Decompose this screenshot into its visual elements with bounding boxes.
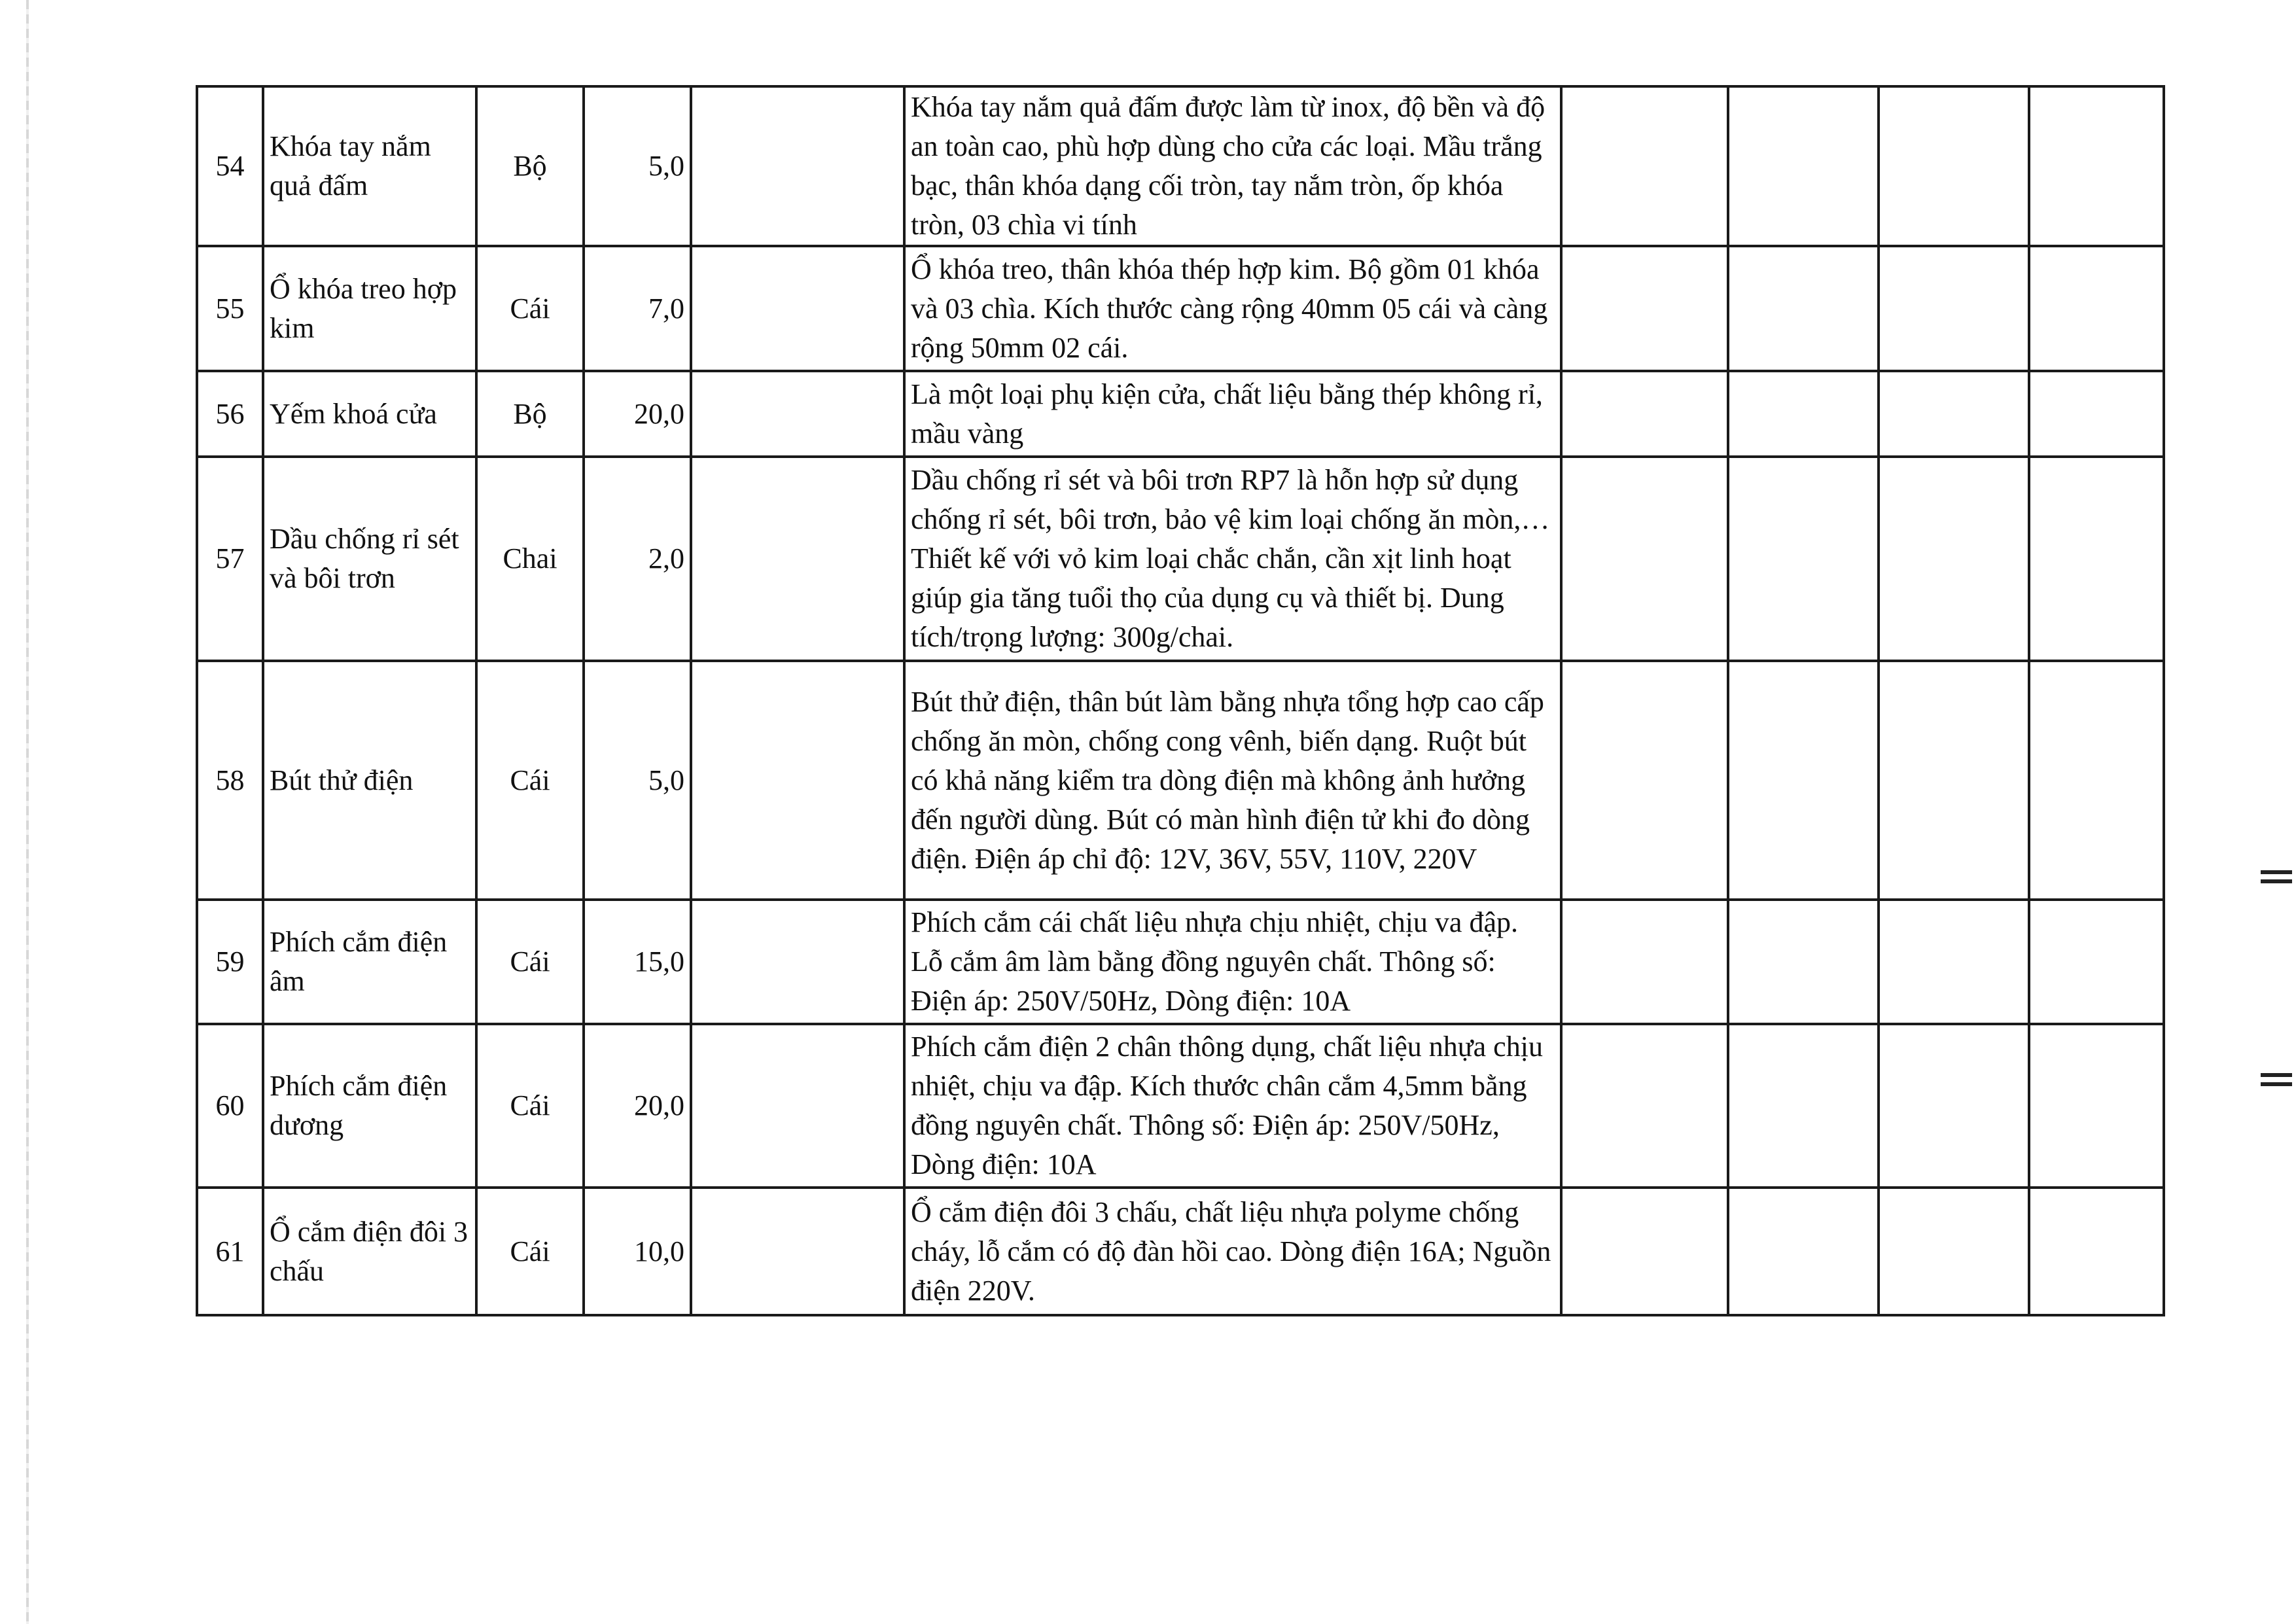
item-unit: Cái xyxy=(476,246,584,371)
item-description: Khóa tay nắm quả đấm được làm từ inox, độ bền và độ an toàn cao, phù hợp dùng cho cửa các loại. Mầu trắng bạc, thân khóa dạng cối tròn, tay nắm tròn, ốp khóa tròn, 03 chìa vi tính xyxy=(904,86,1561,246)
empty-cell xyxy=(1879,1024,2029,1188)
item-description: Phích cắm cái chất liệu nhựa chịu nhiệt, chịu va đập. Lỗ cắm âm làm bằng đồng nguyên chất. Thông số: Điện áp: 250V/50Hz, Dòng điện: 10A xyxy=(904,900,1561,1024)
table-row xyxy=(197,371,2164,457)
empty-cell xyxy=(2029,1024,2164,1188)
item-quantity: 15,0 xyxy=(584,900,691,1024)
item-unit: Cái xyxy=(476,661,584,900)
row-number: 54 xyxy=(197,86,263,246)
row-number: 60 xyxy=(197,1024,263,1188)
item-quantity: 7,0 xyxy=(584,246,691,371)
empty-cell xyxy=(1728,1024,1879,1188)
item-description: Ổ khóa treo, thân khóa thép hợp kim. Bộ gồm 01 khóa và 03 chìa. Kích thước càng rộng 40mm 05 cái và càng rộng 50mm 02 cái. xyxy=(904,246,1561,371)
table-row xyxy=(197,1188,2164,1315)
item-quantity: 20,0 xyxy=(584,1024,691,1188)
empty-cell xyxy=(2029,246,2164,371)
empty-cell xyxy=(2029,457,2164,661)
item-description: Là một loại phụ kiện cửa, chất liệu bằng thép không rỉ, mầu vàng xyxy=(904,371,1561,457)
item-description: Bút thử điện, thân bút làm bằng nhựa tổng hợp cao cấp chống ăn mòn, chống cong vênh, biến dạng. Ruột bút có khả năng kiểm tra dòng điện mà không ảnh hưởng đến người dùng. Bút có màn hình điện tử khi đo dòng điện. Điện áp chỉ độ: 12V, 36V, 55V, 110V, 220V xyxy=(904,661,1561,900)
empty-cell xyxy=(2029,661,2164,900)
item-quantity: 5,0 xyxy=(584,661,691,900)
empty-cell xyxy=(1728,900,1879,1024)
empty-cell xyxy=(1561,246,1728,371)
empty-cell xyxy=(1879,371,2029,457)
table-row xyxy=(197,86,2164,246)
item-name: Yếm khoá cửa xyxy=(263,371,476,457)
empty-cell xyxy=(1879,457,2029,661)
item-description: Dầu chống rỉ sét và bôi trơn RP7 là hỗn hợp sử dụng chống rỉ sét, bôi trơn, bảo vệ kim loại chống ăn mòn,… Thiết kế với vỏ kim loại chắc chắn, cần xịt linh hoạt giúp gia tăng tuổi thọ của dụng cụ và thiết bị. Dung tích/trọng lượng: 300g/chai. xyxy=(904,457,1561,661)
item-unit: Cái xyxy=(476,1024,584,1188)
item-unit: Cái xyxy=(476,900,584,1024)
table-row xyxy=(197,1024,2164,1188)
item-name: Khóa tay nắm quả đấm xyxy=(263,86,476,246)
empty-cell xyxy=(1728,457,1879,661)
empty-cell xyxy=(1879,900,2029,1024)
item-unit: Chai xyxy=(476,457,584,661)
item-quantity: 2,0 xyxy=(584,457,691,661)
empty-cell xyxy=(1561,900,1728,1024)
row-number: 59 xyxy=(197,900,263,1024)
empty-cell xyxy=(691,246,904,371)
empty-cell xyxy=(1561,661,1728,900)
empty-cell xyxy=(1879,1188,2029,1315)
row-number: 61 xyxy=(197,1188,263,1315)
empty-cell xyxy=(1561,1024,1728,1188)
empty-cell xyxy=(1879,246,2029,371)
item-name: Ổ cắm điện đôi 3 chấu xyxy=(263,1188,476,1315)
row-number: 56 xyxy=(197,371,263,457)
row-number: 55 xyxy=(197,246,263,371)
empty-cell xyxy=(691,900,904,1024)
empty-cell xyxy=(1728,371,1879,457)
empty-cell xyxy=(691,86,904,246)
empty-cell xyxy=(1728,661,1879,900)
empty-cell xyxy=(2029,86,2164,246)
empty-cell xyxy=(1728,246,1879,371)
table-row xyxy=(197,246,2164,371)
item-quantity: 5,0 xyxy=(584,86,691,246)
empty-cell xyxy=(691,1024,904,1188)
cut-off-stamp-fragment xyxy=(2261,857,2296,1093)
empty-cell xyxy=(2029,900,2164,1024)
item-quantity: 10,0 xyxy=(584,1188,691,1315)
item-quantity: 20,0 xyxy=(584,371,691,457)
table-row xyxy=(197,900,2164,1024)
empty-cell xyxy=(2029,371,2164,457)
item-name: Bút thử điện xyxy=(263,661,476,900)
empty-cell xyxy=(691,661,904,900)
row-number: 57 xyxy=(197,457,263,661)
items-table xyxy=(196,85,2165,1316)
table-row xyxy=(197,661,2164,900)
item-name: Dầu chống rỉ sét và bôi trơn xyxy=(263,457,476,661)
item-name: Phích cắm điện dương xyxy=(263,1024,476,1188)
empty-cell xyxy=(691,457,904,661)
empty-cell xyxy=(1561,86,1728,246)
empty-cell xyxy=(1561,1188,1728,1315)
empty-cell xyxy=(1728,1188,1879,1315)
item-unit: Bộ xyxy=(476,371,584,457)
empty-cell xyxy=(1561,371,1728,457)
item-description: Ổ cắm điện đôi 3 chấu, chất liệu nhựa polyme chống cháy, lỗ cắm có độ đàn hồi cao. Dòng điện 16A; Nguồn điện 220V. xyxy=(904,1188,1561,1315)
empty-cell xyxy=(2029,1188,2164,1315)
empty-cell xyxy=(1728,86,1879,246)
item-name: Ổ khóa treo hợp kim xyxy=(263,246,476,371)
empty-cell xyxy=(1879,86,2029,246)
empty-cell xyxy=(1879,661,2029,900)
empty-cell xyxy=(1561,457,1728,661)
item-description: Phích cắm điện 2 chân thông dụng, chất liệu nhựa chịu nhiệt, chịu va đập. Kích thước chân cắm 4,5mm bằng đồng nguyên chất. Thông số: Điện áp: 250V/50Hz, Dòng điện: 10A xyxy=(904,1024,1561,1188)
empty-cell xyxy=(691,1188,904,1315)
row-number: 58 xyxy=(197,661,263,900)
empty-cell xyxy=(691,371,904,457)
scan-edge xyxy=(26,0,29,1624)
item-unit: Cái xyxy=(476,1188,584,1315)
item-unit: Bộ xyxy=(476,86,584,246)
item-name: Phích cắm điện âm xyxy=(263,900,476,1024)
table-row xyxy=(197,457,2164,661)
